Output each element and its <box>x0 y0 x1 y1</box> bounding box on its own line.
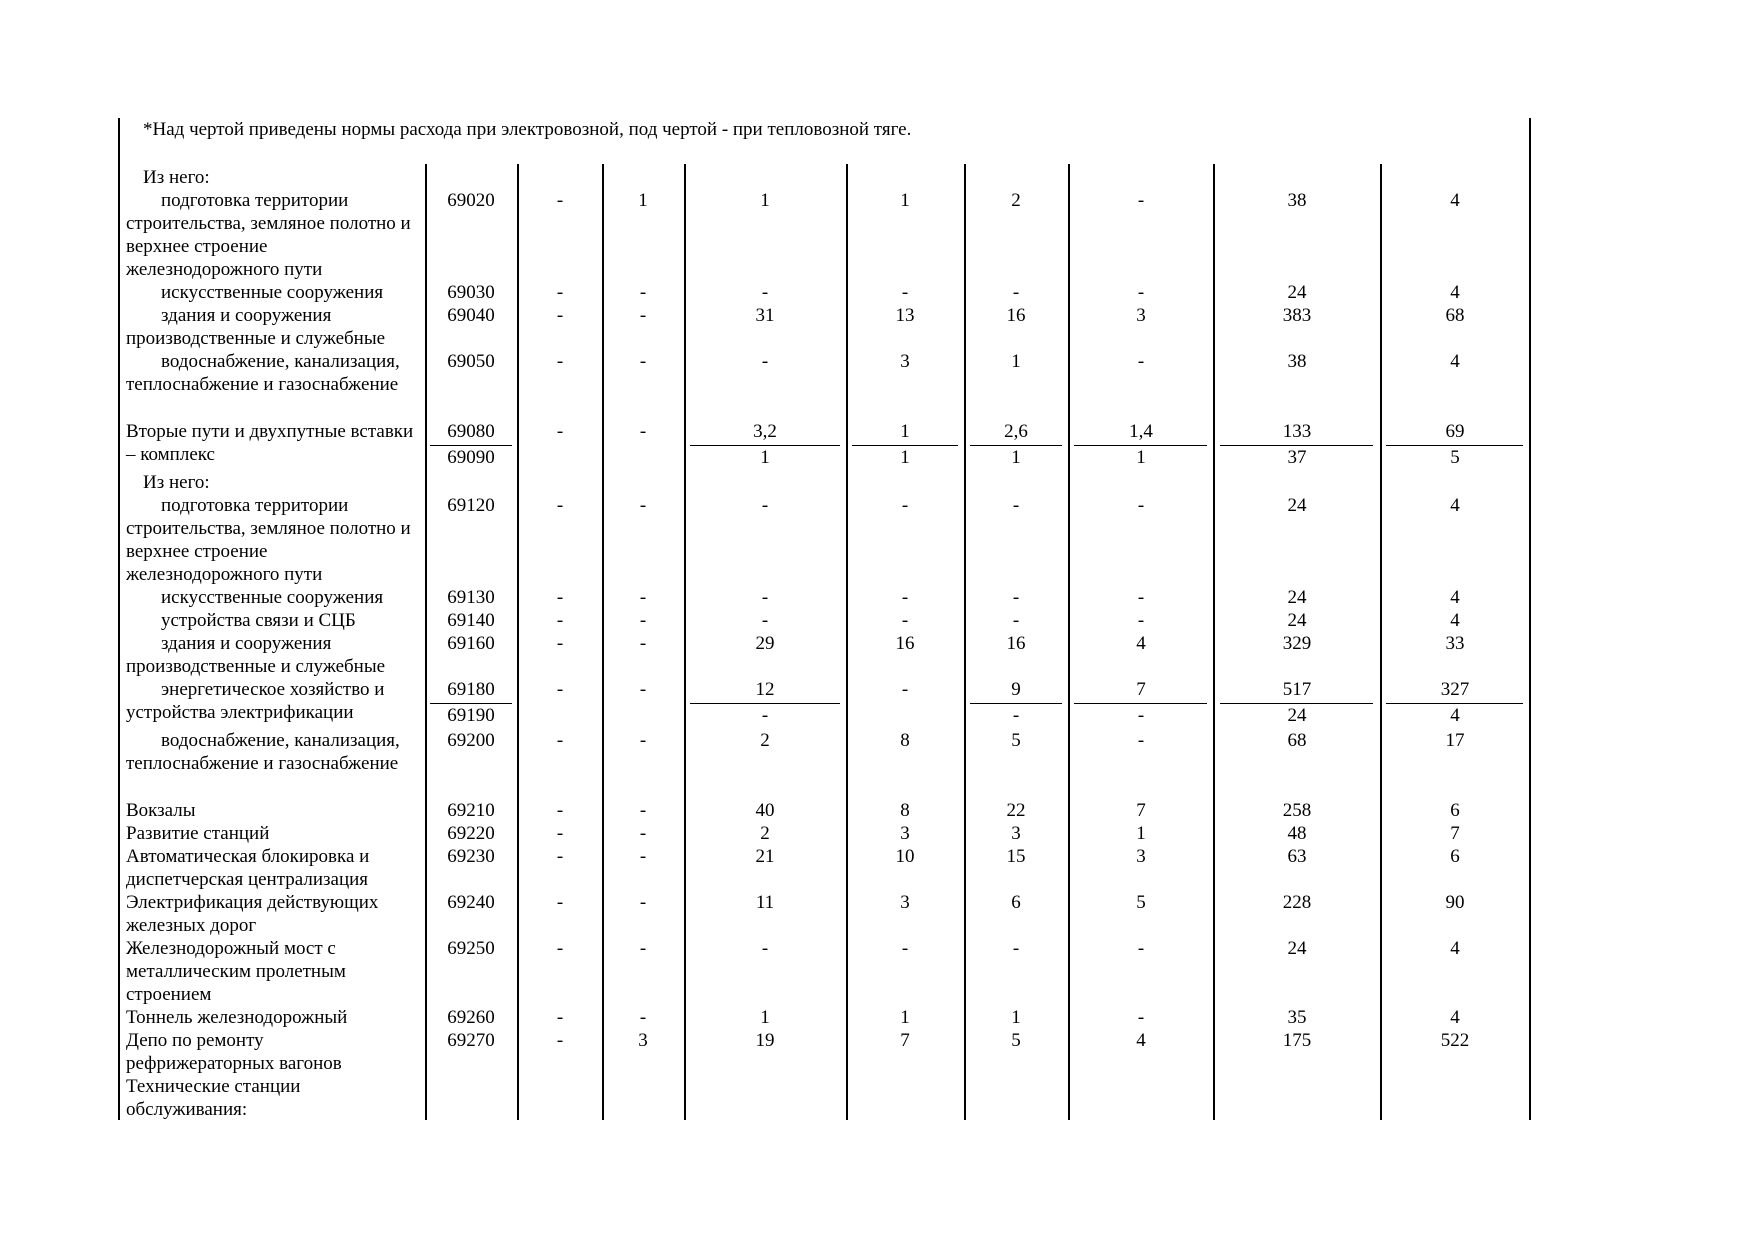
cipher-code: 69130 <box>447 587 495 608</box>
norm-value: 7 <box>1450 823 1460 844</box>
norm-value: 3 <box>1136 846 1146 867</box>
norm-value: 24 <box>1287 495 1307 516</box>
norm-value: 3 <box>900 892 910 913</box>
norm-value: - <box>556 679 564 700</box>
norm-value: - <box>901 587 909 608</box>
norm-value: 1 <box>760 447 770 468</box>
norm-value: 1 <box>1011 447 1021 468</box>
cipher-code: 69210 <box>447 800 495 821</box>
norm-value: 4 <box>1450 282 1460 303</box>
norm-value: - <box>556 421 564 442</box>
norm-value: - <box>901 938 909 959</box>
fraction-bar <box>970 445 1062 446</box>
cipher-code: 69200 <box>447 730 495 751</box>
norm-value: 1,4 <box>1129 421 1153 442</box>
norm-value: 68 <box>1445 305 1465 326</box>
row-label: водоснабжение, канализация, теплоснабжение и газоснабжение <box>126 351 400 395</box>
row-label: Тоннель железнодорожный <box>126 1007 348 1028</box>
footnote: *Над чертой приведены нормы расхода при электровозной, под чертой - при тепловозной тяге. <box>143 119 912 140</box>
norm-value: 5 <box>1136 892 1146 913</box>
cipher-code: 69020 <box>447 190 495 211</box>
norm-value: 16 <box>1006 305 1026 326</box>
norm-value: - <box>556 282 564 303</box>
norm-value: 4 <box>1136 1030 1146 1051</box>
norm-value: - <box>1137 730 1145 751</box>
norm-value: 1 <box>760 190 770 211</box>
row-label: искусственные сооружения <box>161 282 384 303</box>
norm-value: 5 <box>1450 447 1460 468</box>
row-label: водоснабжение, канализация, теплоснабжение и газоснабжение <box>126 730 400 774</box>
norm-value: - <box>639 800 647 821</box>
norm-value: - <box>556 587 564 608</box>
fraction-bar <box>1386 445 1523 446</box>
norm-value: 13 <box>895 305 915 326</box>
norm-value: 383 <box>1282 305 1312 326</box>
fraction-bar <box>1220 445 1373 446</box>
norm-value: 69 <box>1445 421 1465 442</box>
norm-value: 31 <box>755 305 775 326</box>
norm-value: 48 <box>1287 823 1307 844</box>
row-label: подготовка территории строительства, земляное полотно и верхнее строение железнодорожного пути <box>126 190 411 280</box>
cipher-code: 69140 <box>447 610 495 631</box>
row-label: Автоматическая блокировка и диспетчерская централизация <box>126 846 370 890</box>
norm-value: 7 <box>1136 679 1146 700</box>
norm-value: 4 <box>1450 1007 1460 1028</box>
row-label: энергетическое хозяйство и устройства электрификации <box>126 679 385 723</box>
row-label: Вторые пути и двухпутные вставки – комплекс <box>126 421 414 465</box>
norm-value: 7 <box>1136 800 1146 821</box>
norm-value: 4 <box>1450 587 1460 608</box>
norm-value: 6 <box>1011 892 1021 913</box>
norm-value: 8 <box>900 730 910 751</box>
norm-value: 3 <box>1136 305 1146 326</box>
row-label: здания и сооружения производственные и служебные <box>126 305 386 349</box>
row-label: Развитие станций <box>126 823 270 844</box>
norm-value: 35 <box>1287 1007 1307 1028</box>
norm-value: 1 <box>900 421 910 442</box>
norm-value: - <box>1137 190 1145 211</box>
cipher-code: 69230 <box>447 846 495 867</box>
norm-value: 8 <box>900 800 910 821</box>
cipher-code: 69190 <box>447 705 495 726</box>
norm-value: 9 <box>1011 679 1021 700</box>
norm-value: 38 <box>1287 351 1307 372</box>
fraction-bar <box>1074 445 1207 446</box>
cipher-code: 69120 <box>447 495 495 516</box>
norm-value: 4 <box>1450 938 1460 959</box>
norm-value: - <box>1012 282 1020 303</box>
norm-value: - <box>761 282 769 303</box>
norm-value: - <box>1012 587 1020 608</box>
norm-value: 133 <box>1282 421 1312 442</box>
row-label: Железнодорожный мост с металлическим пролетным строением <box>126 938 346 1005</box>
norm-value: 17 <box>1445 730 1465 751</box>
norm-value: 2 <box>760 823 770 844</box>
norm-value: - <box>761 495 769 516</box>
norm-value: 327 <box>1440 679 1470 700</box>
norm-value: 24 <box>1287 282 1307 303</box>
norm-value: 1 <box>900 447 910 468</box>
norm-value: 517 <box>1282 679 1312 700</box>
norm-value: - <box>1012 705 1020 726</box>
norm-value: - <box>639 610 647 631</box>
cipher-code: 69050 <box>447 351 495 372</box>
norm-value: - <box>556 846 564 867</box>
fraction-bar <box>1074 703 1207 704</box>
cipher-code: 69160 <box>447 633 495 654</box>
norm-value: 4 <box>1450 610 1460 631</box>
row-label: Вокзалы <box>126 800 196 821</box>
norm-value: 10 <box>895 846 915 867</box>
row-label: Депо по ремонту рефрижераторных вагонов <box>126 1030 342 1074</box>
norm-value: 15 <box>1006 846 1026 867</box>
norm-value: - <box>901 610 909 631</box>
row-label: Технические станции обслуживания: <box>126 1076 301 1120</box>
norm-value: - <box>556 633 564 654</box>
norm-value: - <box>639 282 647 303</box>
norm-value: 16 <box>1006 633 1026 654</box>
norm-value: - <box>1012 610 1020 631</box>
cipher-code: 69080 <box>447 421 495 442</box>
norm-value: - <box>556 730 564 751</box>
norm-value: - <box>1137 495 1145 516</box>
norm-value: - <box>556 495 564 516</box>
norm-value: 4 <box>1450 351 1460 372</box>
column-rule <box>1529 118 1531 1120</box>
row-label: искусственные сооружения <box>161 587 384 608</box>
norm-value: 21 <box>755 846 775 867</box>
row-label: устройства связи и СЦБ <box>161 610 356 631</box>
norm-value: 1 <box>1011 351 1021 372</box>
norm-value: - <box>901 495 909 516</box>
norm-value: 3 <box>900 823 910 844</box>
norm-value: 6 <box>1450 846 1460 867</box>
cipher-code: 69030 <box>447 282 495 303</box>
norm-value: - <box>1137 610 1145 631</box>
norm-value: 4 <box>1450 705 1460 726</box>
row-label: Из него: <box>143 167 210 188</box>
norm-value: - <box>761 938 769 959</box>
norm-value: 5 <box>1011 730 1021 751</box>
norm-value: 3 <box>900 351 910 372</box>
norm-value: 40 <box>755 800 775 821</box>
norm-value: - <box>901 282 909 303</box>
norm-value: - <box>1012 495 1020 516</box>
fraction-bar <box>430 445 512 446</box>
norm-value: 3 <box>1011 823 1021 844</box>
norm-value: - <box>1012 938 1020 959</box>
norm-value: 24 <box>1287 587 1307 608</box>
fraction-bar <box>970 703 1062 704</box>
norm-value: - <box>639 421 647 442</box>
norm-value: - <box>556 938 564 959</box>
norm-value: 1 <box>760 1007 770 1028</box>
norm-value: - <box>556 305 564 326</box>
norm-value: 24 <box>1287 938 1307 959</box>
fraction-bar <box>1386 703 1523 704</box>
column-rule <box>1213 164 1215 1120</box>
norm-value: - <box>639 938 647 959</box>
norm-value: 19 <box>755 1030 775 1051</box>
norm-value: - <box>639 495 647 516</box>
norm-value: - <box>761 610 769 631</box>
norm-value: 24 <box>1287 705 1307 726</box>
norm-value: - <box>1137 938 1145 959</box>
cipher-code: 69240 <box>447 892 495 913</box>
norm-value: 4 <box>1136 633 1146 654</box>
cipher-code: 69040 <box>447 305 495 326</box>
norm-value: 1 <box>1011 1007 1021 1028</box>
norm-value: - <box>556 1007 564 1028</box>
norm-value: - <box>556 610 564 631</box>
norm-value: - <box>556 1030 564 1051</box>
norm-value: 29 <box>755 633 775 654</box>
norm-value: 228 <box>1282 892 1312 913</box>
norm-value: 4 <box>1450 190 1460 211</box>
norm-value: - <box>556 892 564 913</box>
fraction-bar <box>690 445 840 446</box>
column-rule <box>1380 164 1382 1120</box>
norm-value: - <box>1137 705 1145 726</box>
norm-value: - <box>639 823 647 844</box>
cipher-code: 69260 <box>447 1007 495 1028</box>
norm-value: - <box>639 587 647 608</box>
norm-value: - <box>556 800 564 821</box>
norm-value: - <box>639 730 647 751</box>
norm-value: 68 <box>1287 730 1307 751</box>
norm-value: 2,6 <box>1004 421 1028 442</box>
norm-value: - <box>639 1007 647 1028</box>
norm-value: 16 <box>895 633 915 654</box>
column-rule <box>118 118 120 1120</box>
norm-value: 2 <box>1011 190 1021 211</box>
norm-value: - <box>556 823 564 844</box>
cipher-code: 69270 <box>447 1030 495 1051</box>
norm-value: 1 <box>638 190 648 211</box>
norm-value: 522 <box>1440 1030 1470 1051</box>
cipher-code: 69090 <box>447 447 495 468</box>
norm-value: - <box>639 892 647 913</box>
fraction-bar <box>852 445 958 446</box>
norm-value: - <box>639 305 647 326</box>
cipher-code: 69180 <box>447 679 495 700</box>
norm-value: - <box>1137 282 1145 303</box>
norm-value: - <box>556 190 564 211</box>
norm-value: - <box>901 679 909 700</box>
norm-value: 258 <box>1282 800 1312 821</box>
norm-value: 5 <box>1011 1030 1021 1051</box>
norm-value: - <box>1137 1007 1145 1028</box>
norm-value: - <box>1137 587 1145 608</box>
norm-value: - <box>639 351 647 372</box>
norm-value: 1 <box>900 190 910 211</box>
norm-value: 3,2 <box>753 421 777 442</box>
norm-value: - <box>761 351 769 372</box>
norm-value: 3 <box>638 1030 648 1051</box>
norm-value: - <box>761 587 769 608</box>
norm-value: 38 <box>1287 190 1307 211</box>
norm-value: - <box>639 633 647 654</box>
norm-value: 6 <box>1450 800 1460 821</box>
norm-value: 2 <box>760 730 770 751</box>
norm-value: 63 <box>1287 846 1307 867</box>
norm-value: 22 <box>1006 800 1026 821</box>
norm-value: - <box>556 351 564 372</box>
norm-value: 1 <box>1136 823 1146 844</box>
row-label: Из него: <box>143 472 210 493</box>
norm-value: 37 <box>1287 447 1307 468</box>
fraction-bar <box>1220 703 1373 704</box>
norm-value: - <box>639 846 647 867</box>
norm-value: 175 <box>1282 1030 1312 1051</box>
norm-value: 33 <box>1445 633 1465 654</box>
row-label: Электрификация действующих железных дорог <box>126 892 379 936</box>
norm-value: - <box>761 705 769 726</box>
row-label: здания и сооружения производственные и служебные <box>126 633 386 677</box>
norm-value: 90 <box>1445 892 1465 913</box>
norm-value: 7 <box>900 1030 910 1051</box>
norm-value: 11 <box>755 892 775 913</box>
cipher-code: 69250 <box>447 938 495 959</box>
cipher-code: 69220 <box>447 823 495 844</box>
norm-value: - <box>639 679 647 700</box>
fraction-bar <box>430 703 512 704</box>
norm-value: 24 <box>1287 610 1307 631</box>
norm-value: 329 <box>1282 633 1312 654</box>
norm-value: 1 <box>900 1007 910 1028</box>
row-label: подготовка территории строительства, земляное полотно и верхнее строение железнодорожного пути <box>126 495 411 585</box>
norm-value: 1 <box>1136 447 1146 468</box>
norm-value: 12 <box>755 679 775 700</box>
norm-value: 4 <box>1450 495 1460 516</box>
norm-value: - <box>1137 351 1145 372</box>
fraction-bar <box>690 703 840 704</box>
